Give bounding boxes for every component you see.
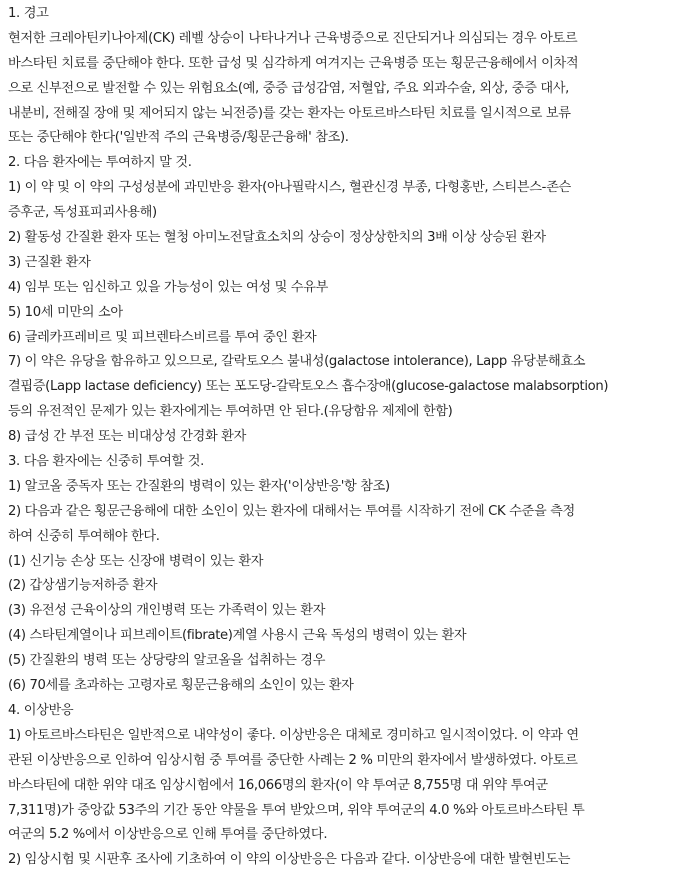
text-line: 7) 이 약은 유당을 함유하고 있으므로, 갈락토오스 불내성(galactose intolerance), Lapp 유당분해효소 xyxy=(8,354,586,370)
text-line: 8) 급성 간 부전 또는 비대상성 간경화 환자 xyxy=(8,429,246,445)
text-line: 4) 임부 또는 임신하고 있을 가능성이 있는 여성 및 수유부 xyxy=(8,279,328,295)
text-line: (4) 스타틴계열이나 피브레이트(fibrate)계열 사용시 근육 독성의 병력이 있는 환자 xyxy=(8,628,467,644)
text-line: 1) 아토르바스타틴은 일반적으로 내약성이 좋다. 이상반응은 대체로 경미하고 일시적이었다. 이 약과 연 xyxy=(8,727,579,743)
text-line: 4. 이상반응 xyxy=(8,702,74,718)
text-line: 5) 10세 미만의 소아 xyxy=(8,304,123,320)
text-line: 으로 신부전으로 발전할 수 있는 위험요소(예, 중증 급성감염, 저혈압, 주요 외과수술, 외상, 중증 대사, xyxy=(8,80,569,96)
text-line: 1. 경고 xyxy=(8,6,49,21)
text-line: 1) 알코올 중독자 또는 간질환의 병력이 있는 환자('이상반응'항 참조) xyxy=(8,478,390,494)
text-line: 7,311명)가 중앙값 53주의 기간 동안 약물을 투여 받았으며, 위약 투여군의 4.0 %와 아토르바스타틴 투 xyxy=(8,802,585,818)
text-line: 증후군, 독성표피괴사용해) xyxy=(8,205,157,221)
text-line: 바스타틴에 대한 위약 대조 임상시험에서 16,066명의 환자(이 약 투여군 8,755명 대 위약 투여군 xyxy=(8,777,548,793)
text-line: (2) 갑상샘기능저하증 환자 xyxy=(8,578,158,594)
text-line: 또는 중단해야 한다('일반적 주의 근육병증/횡문근융해' 참조). xyxy=(8,130,349,146)
text-line: 2. 다음 환자에는 투여하지 말 것. xyxy=(8,155,192,171)
text-line: 3. 다음 환자에는 신중히 투여할 것. xyxy=(8,454,204,470)
text-line: 결핍증(Lapp lactase deficiency) 또는 포도당-갈락토오스 흡수장애(glucose-galactose malabsorption) xyxy=(8,379,609,395)
text-line: 여군의 5.2 %에서 이상반응으로 인해 투여를 중단하였다. xyxy=(8,827,328,843)
text-line: 하여 신중히 투여해야 한다. xyxy=(8,528,160,544)
text-line: 관된 이상반응으로 인하여 임상시험 중 투여를 중단한 사례는 2 % 미만의 환자에서 발생하였다. 아토르 xyxy=(8,752,578,768)
text-line: (6) 70세를 초과하는 고령자로 횡문근융해의 소인이 있는 환자 xyxy=(8,678,354,694)
text-line: 내분비, 전해질 장애 및 제어되지 않는 뇌전증)를 갖는 환자는 아토르바스타틴 치료를 일시적으로 보류 xyxy=(8,105,571,121)
text-line: 3) 근질환 환자 xyxy=(8,254,91,270)
text-line: 2) 다음과 같은 횡문근융해에 대한 소인이 있는 환자에 대해서는 투여를 시작하기 전에 CK 수준을 측정 xyxy=(8,503,575,519)
text-line: 등의 유전적인 문제가 있는 환자에게는 투여하면 안 된다.(유당함유 제제에 한함) xyxy=(8,404,453,420)
text-line: (1) 신기능 손상 또는 신장애 병력이 있는 환자 xyxy=(8,553,264,569)
text-line: 바스타틴 치료를 중단해야 한다. 또한 급성 및 심각하게 여겨지는 근육병증 또는 횡문근융해에서 이차적 xyxy=(8,55,579,71)
text-line: 1) 이 약 및 이 약의 구성성분에 과민반응 환자(아나필락시스, 혈관신경 부종, 다형홍반, 스티븐스-존슨 xyxy=(8,180,571,196)
text-line: (3) 유전성 근육이상의 개인병력 또는 가족력이 있는 환자 xyxy=(8,603,326,619)
text-line: 2) 활동성 간질환 환자 또는 혈청 아미노전달효소치의 상승이 정상상한치의 3배 이상 상승된 환자 xyxy=(8,230,546,246)
text-line: 2) 임상시험 및 시판후 조사에 기초하여 이 약의 이상반응은 다음과 같다. 이상반응에 대한 발현빈도는 xyxy=(8,852,571,868)
text-line: 6) 글레카프레비르 및 피브렌타스비르를 투여 중인 환자 xyxy=(8,329,317,345)
text-line: 현저한 크레아틴키나아제(CK) 레벨 상승이 나타나거나 근육병증으로 진단되거나 의심되는 경우 아토르 xyxy=(8,30,578,46)
text-line: (5) 간질환의 병력 또는 상당량의 알코올을 섭취하는 경우 xyxy=(8,653,326,669)
